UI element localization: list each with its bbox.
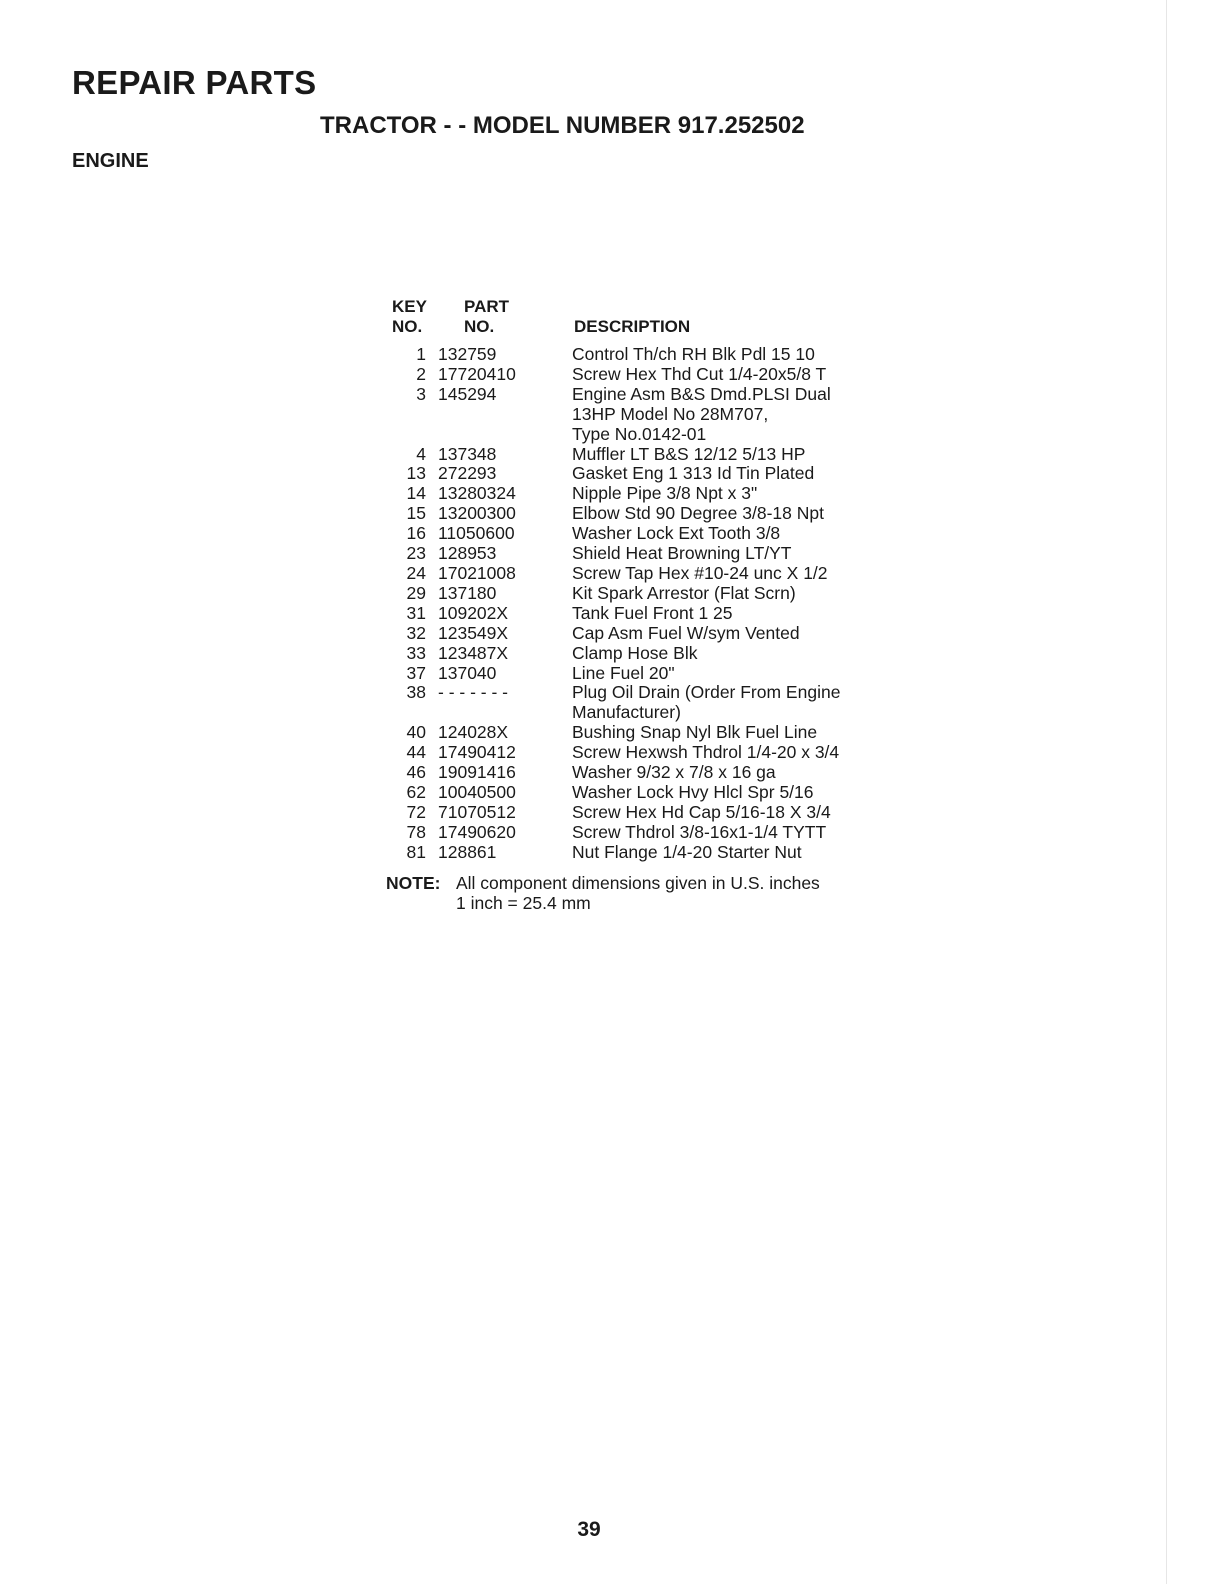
description-line: Nipple Pipe 3/8 Npt x 3" — [572, 483, 758, 504]
part-description — [560, 504, 900, 524]
key-number: 62 — [406, 781, 426, 802]
part-number: 272293 — [438, 463, 497, 484]
page-number: 39 — [577, 1518, 601, 1541]
table-row — [390, 624, 900, 644]
table-row — [390, 584, 900, 604]
table-row — [390, 445, 900, 465]
key-number: 13 — [406, 463, 426, 484]
key-number: 23 — [406, 543, 426, 564]
table-row — [390, 524, 900, 544]
description-line: Nut Flange 1/4-20 Starter Nut — [572, 841, 802, 862]
part-number: 17720410 — [438, 363, 516, 384]
key-number: 31 — [406, 602, 426, 623]
table-row — [390, 803, 900, 823]
description-line: Tank Fuel Front 1 25 — [572, 602, 733, 623]
description-line: Type No.0142-01 — [572, 423, 707, 444]
key-column-header-line2: NO. — [392, 317, 423, 336]
table-row — [390, 723, 900, 743]
page-title: REPAIR PARTS — [72, 64, 317, 101]
section-heading: ENGINE — [72, 150, 149, 172]
description-line: Washer Lock Hvy Hlcl Spr 5/16 — [572, 781, 814, 802]
key-number: 3 — [416, 383, 426, 404]
description-line: Screw Hex Thd Cut 1/4-20x5/8 T — [572, 363, 827, 384]
key-number: 4 — [416, 443, 426, 464]
table-row — [390, 385, 900, 445]
part-description — [560, 644, 900, 664]
key-number: 14 — [406, 483, 426, 504]
key-number: 29 — [406, 582, 426, 603]
description-line: Washer Lock Ext Tooth 3/8 — [572, 523, 781, 544]
part-description — [560, 624, 900, 644]
part-description — [560, 783, 900, 803]
model-number-heading: TRACTOR - - MODEL NUMBER 917.252502 — [320, 112, 805, 139]
key-number: 24 — [406, 562, 426, 583]
part-number: - - - - - - - — [438, 682, 508, 703]
part-description — [560, 604, 900, 624]
part-description — [560, 803, 900, 823]
part-description — [560, 445, 900, 465]
part-description — [560, 564, 900, 584]
part-number: 17021008 — [438, 562, 516, 583]
part-number: 137180 — [438, 582, 497, 603]
table-row — [390, 544, 900, 564]
description-line: Kit Spark Arrestor (Flat Scrn) — [572, 582, 796, 603]
key-column-header-line1: KEY — [392, 297, 427, 316]
part-number: 137040 — [438, 662, 497, 683]
description-line: Bushing Snap Nyl Blk Fuel Line — [572, 722, 818, 743]
key-number: 32 — [406, 622, 426, 643]
key-number: 15 — [406, 503, 426, 524]
key-number: 33 — [406, 642, 426, 663]
table-row — [390, 464, 900, 484]
part-description — [560, 524, 900, 544]
description-line: 13HP Model No 28M707, — [572, 403, 769, 424]
table-row — [390, 504, 900, 524]
part-number: 11050600 — [438, 523, 515, 544]
key-number: 46 — [406, 762, 426, 783]
parts-list — [386, 297, 900, 913]
table-row — [390, 743, 900, 763]
description-line: Cap Asm Fuel W/sym Vented — [572, 622, 800, 643]
part-description — [560, 464, 900, 484]
part-description — [560, 484, 900, 504]
key-number: 40 — [406, 722, 426, 743]
table-row — [390, 843, 900, 863]
note-label: NOTE: — [386, 872, 441, 893]
key-number: 44 — [406, 742, 426, 763]
part-number: 145294 — [438, 383, 497, 404]
part-description — [560, 544, 900, 564]
description-line: Shield Heat Browning LT/YT — [572, 543, 792, 564]
description-line: Screw Hex Hd Cap 5/16-18 X 3/4 — [572, 801, 831, 822]
note-line-2: 1 inch = 25.4 mm — [456, 892, 591, 913]
key-number: 38 — [406, 682, 426, 703]
description-line: Screw Hexwsh Thdrol 1/4-20 x 3/4 — [572, 742, 840, 763]
part-description — [560, 763, 900, 783]
part-number: 128861 — [438, 841, 497, 862]
part-number: 124028X — [438, 722, 509, 743]
part-number: 109202X — [438, 602, 509, 623]
table-row — [390, 783, 900, 803]
table-row — [390, 664, 900, 684]
part-description — [560, 584, 900, 604]
description-line: Elbow Std 90 Degree 3/8-18 Npt — [572, 503, 824, 524]
part-number: 71070512 — [438, 801, 516, 822]
key-number: 81 — [406, 841, 426, 862]
parts-list-header — [390, 297, 900, 345]
table-row — [390, 345, 900, 365]
part-description — [560, 385, 900, 445]
part-number: 123487X — [438, 642, 509, 663]
key-number: 1 — [416, 344, 426, 364]
description-line: Muffler LT B&S 12/12 5/13 HP — [572, 443, 806, 464]
description-line: Control Th/ch RH Blk Pdl 15 10 — [572, 344, 815, 364]
table-row — [390, 604, 900, 624]
description-line: Plug Oil Drain (Order From Engine — [572, 682, 841, 703]
description-line: Washer 9/32 x 7/8 x 16 ga — [572, 762, 776, 783]
part-number: 137348 — [438, 443, 497, 464]
table-row — [390, 763, 900, 783]
table-row — [390, 365, 900, 385]
part-number: 13280324 — [438, 483, 516, 504]
part-number: 123549X — [438, 622, 509, 643]
description-line: Screw Tap Hex #10-24 unc X 1/2 — [572, 562, 828, 583]
part-description — [560, 683, 900, 723]
key-number: 78 — [406, 821, 426, 842]
page-edge-line — [1166, 0, 1167, 1584]
part-number: 132759 — [438, 344, 497, 364]
key-number: 16 — [406, 523, 426, 544]
part-description — [560, 723, 900, 743]
part-description — [560, 823, 900, 843]
description-line: Gasket Eng 1 313 Id Tin Plated — [572, 463, 815, 484]
description-line: Manufacturer) — [572, 702, 681, 723]
description-line: Line Fuel 20" — [572, 662, 675, 683]
description-line: Clamp Hose Blk — [572, 642, 698, 663]
parts-list-rows — [390, 345, 900, 863]
table-row — [390, 564, 900, 584]
part-description — [560, 843, 900, 863]
part-description — [560, 345, 900, 365]
note — [386, 872, 900, 913]
part-description — [560, 365, 900, 385]
table-row — [390, 823, 900, 843]
part-column-header-line2: NO. — [464, 317, 495, 336]
part-description — [560, 743, 900, 763]
part-number: 128953 — [438, 543, 497, 564]
part-column-header-line1: PART — [464, 297, 510, 316]
description-line: Screw Thdrol 3/8-16x1-1/4 TYTT — [572, 821, 827, 842]
description-column-header: DESCRIPTION — [574, 317, 691, 336]
table-row — [390, 683, 900, 723]
part-description — [560, 664, 900, 684]
note-line-1: All component dimensions given in U.S. inches — [456, 872, 820, 893]
table-row — [390, 484, 900, 504]
part-number: 17490412 — [438, 742, 516, 763]
part-number: 17490620 — [438, 821, 516, 842]
part-number: 19091416 — [438, 762, 516, 783]
key-number: 37 — [406, 662, 426, 683]
part-number: 13200300 — [438, 503, 516, 524]
note-text — [456, 873, 820, 913]
key-number: 72 — [406, 801, 426, 822]
part-number: 10040500 — [438, 781, 516, 802]
table-row — [390, 644, 900, 664]
key-number: 2 — [416, 363, 426, 384]
description-line: Engine Asm B&S Dmd.PLSI Dual — [572, 383, 831, 404]
